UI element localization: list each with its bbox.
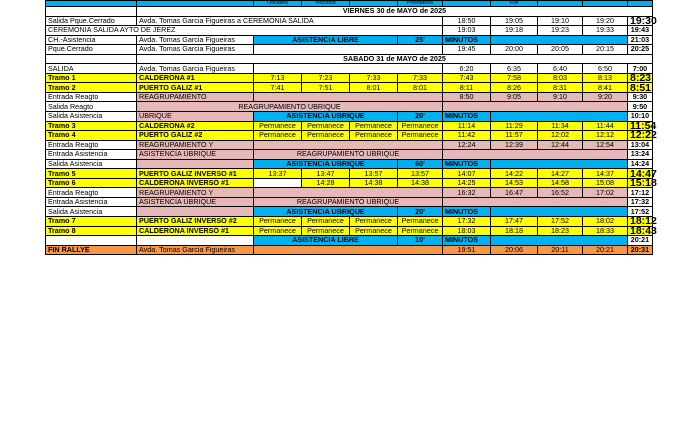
table-cell: 20' <box>398 112 443 122</box>
table-cell: 10:10 <box>628 112 653 122</box>
table-cell: REAGRUPAMIENTO Y <box>137 140 254 150</box>
table-cell: MINUTOS <box>443 236 491 246</box>
table-cell: PUERTO GALIZ #1 <box>137 83 254 93</box>
table-cell: FIN RALLYE <box>46 245 137 255</box>
header-fia: FIA <box>491 1 538 7</box>
table-cell: 19:03 <box>443 26 491 36</box>
table-cell: 8:23 <box>628 73 653 83</box>
day2-title: SABADO 31 de MAYO de 2025 <box>137 54 653 64</box>
table-cell: Tramo 8 <box>46 226 137 236</box>
table-cell: Permanece <box>254 226 302 236</box>
table-cell: REAGRUPAMIENTO Y <box>137 188 254 198</box>
table-cell: 14:24 <box>628 159 653 169</box>
table-cell: 18:02 <box>583 217 628 227</box>
table-cell: 19:18 <box>491 26 538 36</box>
header-inscritos: Inscritos <box>302 1 350 7</box>
table-cell: 8:11 <box>443 83 491 93</box>
table-cell: CALDERONA #1 <box>137 73 254 83</box>
table-cell: 20:21 <box>583 245 628 255</box>
table-cell: 8:31 <box>538 83 583 93</box>
table-cell: 18:23 <box>538 226 583 236</box>
table-cell: 20:21 <box>628 236 653 246</box>
table-cell: 18:50 <box>443 16 491 26</box>
table-cell: Permanece <box>302 121 350 131</box>
table-cell: 11:42 <box>443 131 491 141</box>
table-cell: 19:10 <box>538 16 583 26</box>
table-cell: CH.-Asistencia <box>46 35 137 45</box>
table-cell: 17:02 <box>583 188 628 198</box>
table-cell: 19:45 <box>443 45 491 55</box>
table-cell: 7:13 <box>254 73 302 83</box>
table-cell: 13:47 <box>302 169 350 179</box>
empty-cell <box>491 112 628 122</box>
table-cell: 25' <box>398 35 443 45</box>
table-cell: Tramo 2 <box>46 83 137 93</box>
table-cell: MINUTOS <box>443 35 491 45</box>
table-cell: 8:01 <box>350 83 398 93</box>
table-row <box>46 16 653 26</box>
table-cell: 12:12 <box>583 131 628 141</box>
table-cell: 18:43 <box>628 226 653 236</box>
table-cell: 19:23 <box>538 26 583 36</box>
table-row <box>46 236 653 246</box>
day-title-row <box>46 7 653 17</box>
table-cell: Avda. Tomas Garcia Figueiras <box>137 245 254 255</box>
table-cell: Permanece <box>254 121 302 131</box>
empty-cell <box>254 188 443 198</box>
stage-row <box>46 226 653 236</box>
table-cell: 12:54 <box>583 140 628 150</box>
table-cell: 14:07 <box>443 169 491 179</box>
table-cell: 10' <box>398 236 443 246</box>
table-cell: 6:20 <box>443 64 491 74</box>
empty-cell <box>254 92 443 102</box>
table-cell: REAGRUPAMIENTO <box>137 92 254 102</box>
table-cell: 18:03 <box>443 226 491 236</box>
table-cell: 16:47 <box>491 188 538 198</box>
day1-title: VIERNES 30 de MAYO de 2025 <box>137 7 653 17</box>
table-row <box>46 159 653 169</box>
table-cell: Tramo 1 <box>46 73 137 83</box>
empty-cell <box>443 150 628 160</box>
table-cell: 12:39 <box>491 140 538 150</box>
table-row <box>46 92 653 102</box>
service-label: ASISTENCIA UBRIQUE <box>254 159 398 169</box>
table-cell: 11:29 <box>491 121 538 131</box>
table-cell: 14:38 <box>350 178 398 188</box>
table-cell: Permanece <box>398 226 443 236</box>
header-prioritarios: Prioritarios <box>398 1 443 7</box>
service-label: ASISTENCIA UBRIQUE <box>254 207 398 217</box>
table-cell: 17:52 <box>538 217 583 227</box>
table-cell: 14:38 <box>398 178 443 188</box>
table-cell: 13:57 <box>398 169 443 179</box>
empty-cell <box>443 197 628 207</box>
empty-cell <box>137 207 254 217</box>
table-cell: 6:50 <box>583 64 628 74</box>
stage-row <box>46 217 653 227</box>
table-cell: Entrada Reagto <box>46 140 137 150</box>
table-cell: Pque.Cerrado <box>46 45 137 55</box>
table-cell: REAGRUPAMIENTO UBRIQUE <box>254 197 443 207</box>
table-row <box>46 207 653 217</box>
table-cell: 20:11 <box>538 245 583 255</box>
table-cell: 8:41 <box>583 83 628 93</box>
rally-schedule-table <box>45 0 657 255</box>
table-cell: 19:43 <box>628 26 653 36</box>
table-row <box>46 64 653 74</box>
table-cell: CALDERONA #2 <box>137 121 254 131</box>
table-cell: 14:47 <box>628 169 653 179</box>
table-row <box>46 102 653 112</box>
table-cell: Permanece <box>254 131 302 141</box>
table-cell: Tramo 3 <box>46 121 137 131</box>
table-cell: Entrada Reagto <box>46 188 137 198</box>
table-cell: 14:53 <box>491 178 538 188</box>
stage-row <box>46 169 653 179</box>
table-row <box>46 197 653 207</box>
table-cell: 60' <box>398 159 443 169</box>
empty-cell <box>491 207 628 217</box>
table-cell: Permanece <box>350 121 398 131</box>
table-cell: Tramo 4 <box>46 131 137 141</box>
table-cell: Permanece <box>302 217 350 227</box>
table-cell: 20' <box>398 207 443 217</box>
finish-row <box>46 245 653 255</box>
table-cell: Avda. Tomas Garcia Figueiras <box>137 45 254 55</box>
table-cell: 19:33 <box>583 26 628 36</box>
table-cell: Entrada Asistencia <box>46 197 137 207</box>
table-cell: 13:04 <box>628 140 653 150</box>
table-cell: 17:12 <box>628 188 653 198</box>
table-cell: 9:30 <box>628 92 653 102</box>
stage-row <box>46 73 653 83</box>
table-cell: PUERTO GALIZ INVERSO #2 <box>137 217 254 227</box>
table-cell: 17:32 <box>628 197 653 207</box>
table-cell: ASISTENCIA UBRIQUE <box>137 150 254 160</box>
table-cell: 19:20 <box>583 16 628 26</box>
empty-cell <box>46 7 137 17</box>
table-cell: 7:58 <box>491 73 538 83</box>
service-label: ASISTENCIA LIBRE <box>254 236 398 246</box>
empty-cell <box>137 236 254 246</box>
table-cell: Tramo 6 <box>46 178 137 188</box>
table-cell: 12:44 <box>538 140 583 150</box>
table-cell: Permanece <box>398 121 443 131</box>
table-cell: 18:33 <box>583 226 628 236</box>
table-cell: CEREMONIA SALIDA AYTO DE JEREZ <box>46 26 443 36</box>
empty-cell <box>254 45 443 55</box>
table-cell: 20:31 <box>628 245 653 255</box>
table-cell: 7:33 <box>398 73 443 83</box>
table-cell: 17:47 <box>491 217 538 227</box>
table-cell: 11:34 <box>538 121 583 131</box>
service-label: ASISTENCIA LIBRE <box>254 35 398 45</box>
empty-cell <box>491 236 628 246</box>
table-row <box>46 26 653 36</box>
table-cell: Avda. Tomas Garcia Figueiras <box>137 35 254 45</box>
table-cell: 18:12 <box>628 217 653 227</box>
table-cell: 16:32 <box>443 188 491 198</box>
table-cell: Permanece <box>254 217 302 227</box>
table-cell: PUERTO GALIZ #2 <box>137 131 254 141</box>
table-cell: Permanece <box>350 226 398 236</box>
table-cell: 13:57 <box>350 169 398 179</box>
empty-cell <box>254 64 443 74</box>
table-cell: 20:00 <box>491 45 538 55</box>
table-cell: 14:37 <box>583 169 628 179</box>
stage-row <box>46 131 653 141</box>
table-cell: 8:26 <box>491 83 538 93</box>
empty-cell <box>46 236 137 246</box>
table-cell: 13:24 <box>628 150 653 160</box>
table-cell: 14:58 <box>538 178 583 188</box>
table-row <box>46 150 653 160</box>
empty-cell <box>46 54 137 64</box>
table-cell: 19:30 <box>628 16 653 26</box>
table-cell: Avda. Tomas Garcia Figueiras <box>137 64 254 74</box>
table-cell: 9:20 <box>583 92 628 102</box>
table-cell: 9:10 <box>538 92 583 102</box>
table-cell: Entrada Reagto <box>46 92 137 102</box>
table-cell: 19:51 <box>443 245 491 255</box>
day-title-row <box>46 54 653 64</box>
table-cell: Permanece <box>302 226 350 236</box>
table-cell: 14:25 <box>443 178 491 188</box>
table-cell: 12:22 <box>628 131 653 141</box>
table-cell: 11:54 <box>628 121 653 131</box>
table-cell: Salida Asistencia <box>46 207 137 217</box>
service-label: ASISTENCIA UBRIQUE <box>254 112 398 122</box>
table-row <box>46 112 653 122</box>
table-cell: Salida Asistencia <box>46 159 137 169</box>
table-cell: PUERTO GALIZ INVERSO #1 <box>137 169 254 179</box>
table-cell: 20:05 <box>538 45 583 55</box>
table-cell: 14:28 <box>302 178 350 188</box>
table-cell: 7:23 <box>302 73 350 83</box>
table-cell: 17:32 <box>443 217 491 227</box>
table-cell: 8:03 <box>538 73 583 83</box>
table-row <box>46 45 653 55</box>
empty-cell <box>491 35 628 45</box>
table-cell: 11:44 <box>583 121 628 131</box>
table-row <box>46 140 653 150</box>
table-cell: 20:15 <box>583 45 628 55</box>
empty-cell <box>137 159 254 169</box>
table-cell: MINUTOS <box>443 112 491 122</box>
table-cell: 8:13 <box>583 73 628 83</box>
table-cell: 21:03 <box>628 35 653 45</box>
table-cell: 7:00 <box>628 64 653 74</box>
table-cell: REAGRUPAMIENTO UBRIQUE <box>137 102 443 112</box>
table-cell: UBRIQUE <box>137 112 254 122</box>
table-cell: 6:40 <box>538 64 583 74</box>
stage-row <box>46 83 653 93</box>
table-cell: 8:51 <box>628 83 653 93</box>
table-cell: 18:18 <box>491 226 538 236</box>
table-cell: Salida Asistencia <box>46 112 137 122</box>
table-cell: MINUTOS <box>443 207 491 217</box>
table-cell: CALDERONA INVERSO #1 <box>137 178 254 188</box>
table-cell: Permanece <box>398 131 443 141</box>
table-cell: Tramo 7 <box>46 217 137 227</box>
table-row <box>46 188 653 198</box>
table-cell: Tramo 5 <box>46 169 137 179</box>
table-cell: 17:52 <box>628 207 653 217</box>
table-cell: 15:18 <box>628 178 653 188</box>
table-row <box>46 35 653 45</box>
table-cell: 11:14 <box>443 121 491 131</box>
table-cell: 8:01 <box>398 83 443 93</box>
table-cell: 12:02 <box>538 131 583 141</box>
table-cell: 7:51 <box>302 83 350 93</box>
table-cell: 9:05 <box>491 92 538 102</box>
table-cell: 6:35 <box>491 64 538 74</box>
table-cell: Salida Pque.Cerrado <box>46 16 137 26</box>
table-cell: SALIDA <box>46 64 137 74</box>
stage-row <box>46 121 653 131</box>
empty-cell <box>254 245 443 255</box>
table-cell: 16:52 <box>538 188 583 198</box>
table-cell: 20:06 <box>491 245 538 255</box>
table-cell: 7:33 <box>350 73 398 83</box>
table-cell: 20:25 <box>628 45 653 55</box>
table-cell <box>254 178 302 188</box>
table-cell: Permanece <box>350 217 398 227</box>
empty-cell <box>443 102 628 112</box>
header-oficiales: Oficiales <box>254 1 302 7</box>
table-cell: CALDERONA INVERSO #1 <box>137 226 254 236</box>
empty-cell <box>254 140 443 150</box>
table-cell: Permanece <box>302 131 350 141</box>
table-cell: Entrada Asistencia <box>46 150 137 160</box>
table-cell: 11:57 <box>491 131 538 141</box>
table-cell: Salida Reagto <box>46 102 137 112</box>
table-cell: Permanece <box>350 131 398 141</box>
table-cell: 9:50 <box>628 102 653 112</box>
table-cell: 14:22 <box>491 169 538 179</box>
table-cell: ASISTENCIA UBRIQUE <box>137 197 254 207</box>
table-cell: 8:50 <box>443 92 491 102</box>
empty-cell <box>491 159 628 169</box>
table-cell: 7:41 <box>254 83 302 93</box>
table-cell: 12:24 <box>443 140 491 150</box>
table-cell: 7:43 <box>443 73 491 83</box>
table-cell: REAGRUPAMIENTO UBRIQUE <box>254 150 443 160</box>
table-cell: Avda. Tomas Garcia Figueiras a CEREMONIA SALIDA <box>137 16 443 26</box>
table-cell: 19:05 <box>491 16 538 26</box>
table-cell: MINUTOS <box>443 159 491 169</box>
table-cell: 15:08 <box>583 178 628 188</box>
table-cell: 14:27 <box>538 169 583 179</box>
stage-row <box>46 178 653 188</box>
table-cell: 13:37 <box>254 169 302 179</box>
table-cell: Permanece <box>398 217 443 227</box>
